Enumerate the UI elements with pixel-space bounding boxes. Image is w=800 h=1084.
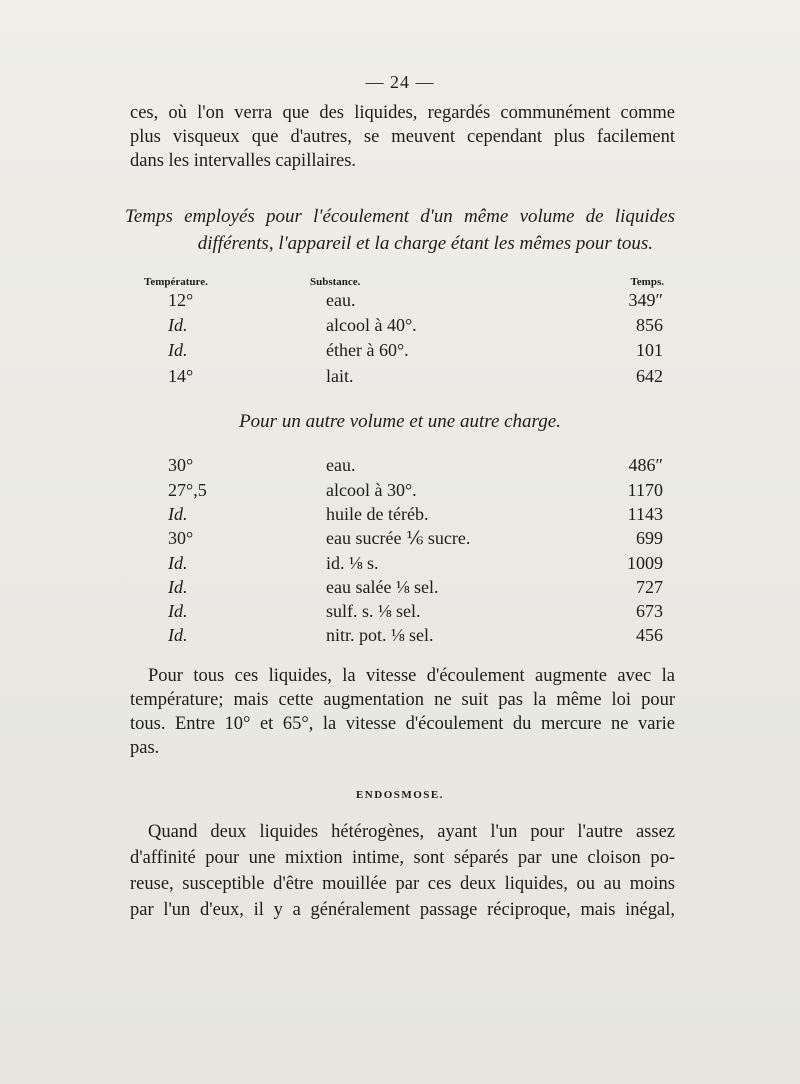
cell-time: 856: [636, 315, 663, 335]
cell-substance: eau salée ⅛ sel.: [326, 577, 439, 597]
paragraph-line: tous. Entre 10° et 65°, la vitesse d'écoulement du mercure ne varie: [130, 714, 675, 734]
cell-substance: eau.: [326, 455, 356, 475]
cell-time: 642: [636, 366, 663, 386]
table-row: [0, 625, 800, 649]
table-row: [0, 577, 800, 601]
paragraph-temperature: [130, 664, 675, 760]
table-row: [0, 553, 800, 577]
paragraph-line: d'affinité pour une mixtion intime, sont séparés par une cloison po-: [130, 848, 675, 868]
cell-temperature: 30°: [168, 455, 194, 475]
header-time: Temps.: [630, 276, 664, 288]
cell-time: 699: [636, 528, 663, 548]
table-row: [0, 455, 800, 479]
caption-line: Temps employés pour l'écoulement d'un même volume de liquides: [125, 206, 675, 227]
cell-time: 1143: [627, 504, 663, 524]
cell-substance: alcool à 30°.: [326, 480, 417, 500]
cell-substance: nitr. pot. ⅛ sel.: [326, 625, 434, 645]
paragraph-line: Quand deux liquides hétérogènes, ayant l'un pour l'autre assez: [148, 822, 675, 842]
cell-time: 673: [636, 601, 663, 621]
cell-substance: eau sucrée ⅙ sucre.: [326, 528, 471, 548]
paragraph-line: reuse, susceptible d'être mouillée par ces deux liquides, ou au moins: [130, 874, 675, 894]
section-heading: ENDOSMOSE.: [355, 789, 445, 801]
paragraph-line: ces, où l'on verra que des liquides, regardés communément comme: [130, 103, 675, 123]
table-row: [0, 290, 800, 314]
cell-temperature: Id.: [168, 601, 188, 621]
cell-time: 1009: [627, 553, 663, 573]
paragraph-line: Pour tous ces liquides, la vitesse d'écoulement augmente avec la: [148, 666, 675, 686]
paragraph-line: dans les intervalles capillaires.: [130, 151, 357, 171]
cell-time: 1170: [627, 480, 663, 500]
cell-time: 727: [636, 577, 663, 597]
page-number: — 24 —: [365, 72, 435, 92]
cell-time: 486″: [628, 455, 663, 475]
cell-temperature: Id.: [168, 553, 188, 573]
paragraph-line: température; mais cette augmentation ne suit pas la même loi pour: [130, 690, 675, 710]
table-caption-2: Pour un autre volume et une autre charge.: [239, 411, 561, 432]
cell-time: 349″: [628, 290, 663, 310]
cell-temperature: 30°: [168, 528, 194, 548]
table-row: [0, 528, 800, 552]
table-row: [0, 504, 800, 528]
caption-line: différents, l'appareil et la charge étant les mêmes pour tous.: [197, 233, 653, 254]
cell-temperature: Id.: [168, 315, 188, 335]
paragraph-endosmose: [130, 819, 675, 923]
table-row: [0, 315, 800, 339]
cell-time: 101: [636, 340, 663, 360]
cell-temperature: 14°: [168, 366, 194, 386]
header-temperature: Température.: [144, 276, 208, 288]
table-row: [0, 340, 800, 364]
cell-temperature: Id.: [168, 340, 188, 360]
cell-substance: eau.: [326, 290, 356, 310]
cell-temperature: 12°: [168, 290, 194, 310]
table-row: [0, 480, 800, 504]
table-row: [0, 601, 800, 625]
paragraph-line: par l'un d'eux, il y a généralement passage réciproque, mais inégal,: [130, 900, 675, 920]
paragraph-line: pas.: [130, 738, 160, 758]
table-row: [0, 366, 800, 390]
cell-substance: lait.: [326, 366, 354, 386]
paragraph-line: plus visqueux que d'autres, se meuvent cependant plus facilement: [130, 127, 675, 147]
cell-substance: éther à 60°.: [326, 340, 409, 360]
cell-substance: sulf. s. ⅛ sel.: [326, 601, 421, 621]
cell-temperature: Id.: [168, 577, 188, 597]
cell-temperature: Id.: [168, 504, 188, 524]
cell-temperature: Id.: [168, 625, 188, 645]
cell-substance: id. ⅛ s.: [326, 553, 379, 573]
intro-paragraph: [130, 101, 675, 173]
cell-temperature: 27°,5: [168, 480, 207, 500]
cell-substance: alcool à 40°.: [326, 315, 417, 335]
table-caption: [125, 203, 675, 257]
cell-substance: huile de téréb.: [326, 504, 429, 524]
cell-time: 456: [636, 625, 663, 645]
header-substance: Substance.: [310, 276, 361, 288]
